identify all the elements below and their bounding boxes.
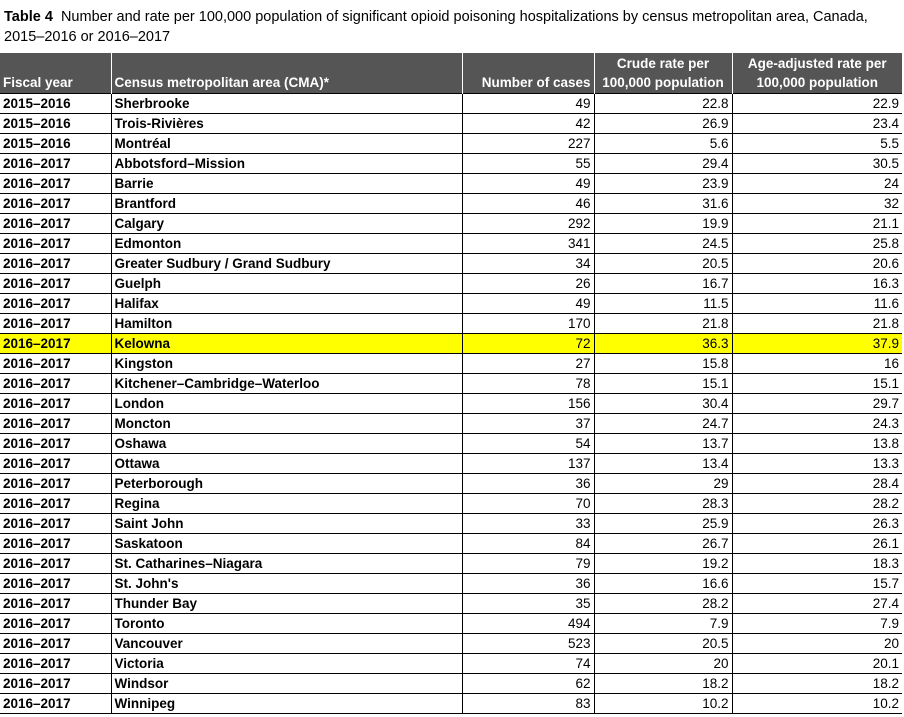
fiscal-year-cell: 2016–2017 xyxy=(0,674,111,694)
age-adjusted-rate-cell: 16.3 xyxy=(732,274,902,294)
table-row xyxy=(0,254,902,274)
fiscal-year-cell: 2016–2017 xyxy=(0,474,111,494)
table-row xyxy=(0,154,902,174)
table-row xyxy=(0,654,902,674)
cma-cell: Trois-Rivières xyxy=(111,114,462,134)
age-adjusted-rate-cell: 23.4 xyxy=(732,114,902,134)
table-row xyxy=(0,494,902,514)
age-adjusted-rate-cell: 28.2 xyxy=(732,494,902,514)
column-header-number-of-cases: Number of cases xyxy=(462,53,594,94)
age-adjusted-rate-cell: 26.1 xyxy=(732,534,902,554)
age-adjusted-rate-cell: 21.8 xyxy=(732,314,902,334)
table-caption xyxy=(4,7,900,47)
crude-rate-cell: 28.3 xyxy=(594,494,732,514)
table-row xyxy=(0,554,902,574)
crude-rate-cell: 10.2 xyxy=(594,694,732,714)
fiscal-year-cell: 2016–2017 xyxy=(0,694,111,714)
fiscal-year-cell: 2016–2017 xyxy=(0,594,111,614)
age-adjusted-rate-cell: 11.6 xyxy=(732,294,902,314)
table-row xyxy=(0,514,902,534)
number-of-cases-cell: 156 xyxy=(462,394,594,414)
number-of-cases-cell: 27 xyxy=(462,354,594,374)
crude-rate-header-line2: 100,000 population xyxy=(602,75,724,90)
crude-rate-cell: 20.5 xyxy=(594,254,732,274)
fiscal-year-cell: 2016–2017 xyxy=(0,394,111,414)
fiscal-year-cell: 2016–2017 xyxy=(0,194,111,214)
cma-cell: Greater Sudbury / Grand Sudbury xyxy=(111,254,462,274)
cma-cell: Hamilton xyxy=(111,314,462,334)
crude-rate-cell: 5.6 xyxy=(594,134,732,154)
column-header-crude-rate xyxy=(594,53,732,94)
number-of-cases-cell: 34 xyxy=(462,254,594,274)
number-of-cases-cell: 523 xyxy=(462,634,594,654)
number-of-cases-cell: 37 xyxy=(462,414,594,434)
crude-rate-cell: 36.3 xyxy=(594,334,732,354)
fiscal-year-cell: 2016–2017 xyxy=(0,574,111,594)
number-of-cases-cell: 74 xyxy=(462,654,594,674)
number-of-cases-cell: 494 xyxy=(462,614,594,634)
cma-cell: Halifax xyxy=(111,294,462,314)
age-adjusted-rate-cell: 18.2 xyxy=(732,674,902,694)
crude-rate-cell: 21.8 xyxy=(594,314,732,334)
age-adjusted-rate-cell: 20.6 xyxy=(732,254,902,274)
cma-cell: Kingston xyxy=(111,354,462,374)
crude-rate-cell: 26.7 xyxy=(594,534,732,554)
column-header-cma: Census metropolitan area (CMA)* xyxy=(111,53,462,94)
cma-cell: Edmonton xyxy=(111,234,462,254)
cma-cell: Saint John xyxy=(111,514,462,534)
cma-cell: Peterborough xyxy=(111,474,462,494)
crude-rate-cell: 28.2 xyxy=(594,594,732,614)
age-adjusted-rate-cell: 13.3 xyxy=(732,454,902,474)
age-adjusted-rate-cell: 24 xyxy=(732,174,902,194)
number-of-cases-cell: 79 xyxy=(462,554,594,574)
cma-cell: Calgary xyxy=(111,214,462,234)
crude-rate-cell: 26.9 xyxy=(594,114,732,134)
fiscal-year-cell: 2016–2017 xyxy=(0,354,111,374)
number-of-cases-cell: 78 xyxy=(462,374,594,394)
age-adjusted-rate-cell: 10.2 xyxy=(732,694,902,714)
fiscal-year-cell: 2016–2017 xyxy=(0,454,111,474)
crude-rate-cell: 13.4 xyxy=(594,454,732,474)
number-of-cases-cell: 36 xyxy=(462,474,594,494)
fiscal-year-cell: 2016–2017 xyxy=(0,554,111,574)
fiscal-year-cell: 2016–2017 xyxy=(0,494,111,514)
crude-rate-cell: 13.7 xyxy=(594,434,732,454)
number-of-cases-cell: 55 xyxy=(462,154,594,174)
fiscal-year-cell: 2016–2017 xyxy=(0,634,111,654)
cma-cell: Abbotsford–Mission xyxy=(111,154,462,174)
cma-cell: Windsor xyxy=(111,674,462,694)
crude-rate-cell: 19.9 xyxy=(594,214,732,234)
cma-cell: Kelowna xyxy=(111,334,462,354)
crude-rate-cell: 22.8 xyxy=(594,94,732,114)
cma-cell: Sherbrooke xyxy=(111,94,462,114)
table-row xyxy=(0,334,902,354)
crude-rate-cell: 19.2 xyxy=(594,554,732,574)
cma-cell: Winnipeg xyxy=(111,694,462,714)
column-header-age-adjusted-rate xyxy=(732,53,902,94)
number-of-cases-cell: 292 xyxy=(462,214,594,234)
table-row xyxy=(0,134,902,154)
cma-cell: Oshawa xyxy=(111,434,462,454)
age-adjusted-rate-cell: 7.9 xyxy=(732,614,902,634)
crude-rate-cell: 24.7 xyxy=(594,414,732,434)
cma-cell: Vancouver xyxy=(111,634,462,654)
table-row xyxy=(0,174,902,194)
table-row xyxy=(0,234,902,254)
age-adjusted-rate-cell: 22.9 xyxy=(732,94,902,114)
fiscal-year-cell: 2016–2017 xyxy=(0,614,111,634)
cma-cell: Kitchener–Cambridge–Waterloo xyxy=(111,374,462,394)
fiscal-year-cell: 2015–2016 xyxy=(0,114,111,134)
age-adjusted-rate-cell: 37.9 xyxy=(732,334,902,354)
number-of-cases-cell: 170 xyxy=(462,314,594,334)
number-of-cases-cell: 35 xyxy=(462,594,594,614)
cma-cell: Victoria xyxy=(111,654,462,674)
crude-rate-cell: 16.6 xyxy=(594,574,732,594)
age-adjusted-rate-cell: 27.4 xyxy=(732,594,902,614)
age-adjusted-rate-cell: 16 xyxy=(732,354,902,374)
table-row xyxy=(0,394,902,414)
column-header-fiscal-year: Fiscal year xyxy=(0,53,111,94)
number-of-cases-cell: 341 xyxy=(462,234,594,254)
age-adjusted-rate-cell: 30.5 xyxy=(732,154,902,174)
crude-rate-cell: 29 xyxy=(594,474,732,494)
number-of-cases-cell: 49 xyxy=(462,174,594,194)
table-body xyxy=(0,94,902,714)
age-adjusted-rate-cell: 32 xyxy=(732,194,902,214)
number-of-cases-cell: 42 xyxy=(462,114,594,134)
age-adjusted-header-line1: Age-adjusted rate per xyxy=(747,56,887,71)
cma-cell: Ottawa xyxy=(111,454,462,474)
fiscal-year-cell: 2016–2017 xyxy=(0,274,111,294)
table-row xyxy=(0,274,902,294)
table-row xyxy=(0,614,902,634)
cma-cell: Regina xyxy=(111,494,462,514)
fiscal-year-cell: 2016–2017 xyxy=(0,294,111,314)
age-adjusted-rate-cell: 29.7 xyxy=(732,394,902,414)
table-row xyxy=(0,94,902,114)
number-of-cases-cell: 26 xyxy=(462,274,594,294)
age-adjusted-rate-cell: 13.8 xyxy=(732,434,902,454)
fiscal-year-cell: 2016–2017 xyxy=(0,654,111,674)
cma-cell: St. Catharines–Niagara xyxy=(111,554,462,574)
table-label: Table 4 xyxy=(4,9,53,25)
crude-rate-cell: 23.9 xyxy=(594,174,732,194)
table-row xyxy=(0,594,902,614)
crude-rate-cell: 20.5 xyxy=(594,634,732,654)
table-row xyxy=(0,574,902,594)
fiscal-year-cell: 2016–2017 xyxy=(0,154,111,174)
age-adjusted-rate-cell: 26.3 xyxy=(732,514,902,534)
cma-cell: Barrie xyxy=(111,174,462,194)
crude-rate-cell: 30.4 xyxy=(594,394,732,414)
table-row xyxy=(0,434,902,454)
crude-rate-cell: 24.5 xyxy=(594,234,732,254)
cma-cell: Guelph xyxy=(111,274,462,294)
number-of-cases-cell: 33 xyxy=(462,514,594,534)
age-adjusted-header-line2: 100,000 population xyxy=(756,75,879,90)
number-of-cases-cell: 83 xyxy=(462,694,594,714)
fiscal-year-cell: 2015–2016 xyxy=(0,94,111,114)
age-adjusted-rate-cell: 20.1 xyxy=(732,654,902,674)
age-adjusted-rate-cell: 25.8 xyxy=(732,234,902,254)
crude-rate-cell: 29.4 xyxy=(594,154,732,174)
fiscal-year-cell: 2016–2017 xyxy=(0,334,111,354)
table-row xyxy=(0,534,902,554)
table-title: Number and rate per 100,000 population of significant opioid poisoning hospitalizations by census metropolitan area, Canada, 2015–2016 or 2016–2017 xyxy=(4,9,868,45)
crude-rate-cell: 11.5 xyxy=(594,294,732,314)
table-row xyxy=(0,294,902,314)
fiscal-year-cell: 2016–2017 xyxy=(0,234,111,254)
number-of-cases-cell: 49 xyxy=(462,94,594,114)
table-row xyxy=(0,634,902,654)
fiscal-year-cell: 2016–2017 xyxy=(0,174,111,194)
cma-cell: Thunder Bay xyxy=(111,594,462,614)
crude-rate-cell: 16.7 xyxy=(594,274,732,294)
fiscal-year-cell: 2016–2017 xyxy=(0,434,111,454)
age-adjusted-rate-cell: 20 xyxy=(732,634,902,654)
cma-cell: Toronto xyxy=(111,614,462,634)
table-row xyxy=(0,474,902,494)
crude-rate-cell: 15.8 xyxy=(594,354,732,374)
age-adjusted-rate-cell: 15.1 xyxy=(732,374,902,394)
crude-rate-cell: 31.6 xyxy=(594,194,732,214)
fiscal-year-cell: 2016–2017 xyxy=(0,414,111,434)
number-of-cases-cell: 84 xyxy=(462,534,594,554)
fiscal-year-cell: 2016–2017 xyxy=(0,314,111,334)
table-row xyxy=(0,314,902,334)
crude-rate-cell: 25.9 xyxy=(594,514,732,534)
age-adjusted-rate-cell: 21.1 xyxy=(732,214,902,234)
table-row xyxy=(0,374,902,394)
cma-cell: Saskatoon xyxy=(111,534,462,554)
age-adjusted-rate-cell: 24.3 xyxy=(732,414,902,434)
table-row xyxy=(0,674,902,694)
table-header-row xyxy=(0,53,902,94)
table-row xyxy=(0,414,902,434)
number-of-cases-cell: 62 xyxy=(462,674,594,694)
age-adjusted-rate-cell: 15.7 xyxy=(732,574,902,594)
fiscal-year-cell: 2016–2017 xyxy=(0,254,111,274)
crude-rate-cell: 18.2 xyxy=(594,674,732,694)
table-row xyxy=(0,354,902,374)
crude-rate-cell: 7.9 xyxy=(594,614,732,634)
crude-rate-header-line1: Crude rate per xyxy=(616,56,710,71)
cma-cell: St. John's xyxy=(111,574,462,594)
fiscal-year-cell: 2016–2017 xyxy=(0,374,111,394)
number-of-cases-cell: 72 xyxy=(462,334,594,354)
age-adjusted-rate-cell: 18.3 xyxy=(732,554,902,574)
crude-rate-cell: 20 xyxy=(594,654,732,674)
crude-rate-cell: 15.1 xyxy=(594,374,732,394)
fiscal-year-cell: 2015–2016 xyxy=(0,134,111,154)
cma-cell: London xyxy=(111,394,462,414)
number-of-cases-cell: 70 xyxy=(462,494,594,514)
table-row xyxy=(0,694,902,714)
age-adjusted-rate-cell: 28.4 xyxy=(732,474,902,494)
cma-cell: Montréal xyxy=(111,134,462,154)
fiscal-year-cell: 2016–2017 xyxy=(0,214,111,234)
number-of-cases-cell: 36 xyxy=(462,574,594,594)
cma-cell: Brantford xyxy=(111,194,462,214)
fiscal-year-cell: 2016–2017 xyxy=(0,514,111,534)
table-row xyxy=(0,454,902,474)
opioid-hospitalizations-table xyxy=(0,53,902,714)
number-of-cases-cell: 49 xyxy=(462,294,594,314)
table-row xyxy=(0,214,902,234)
cma-cell: Moncton xyxy=(111,414,462,434)
age-adjusted-rate-cell: 5.5 xyxy=(732,134,902,154)
table-row xyxy=(0,194,902,214)
table-row xyxy=(0,114,902,134)
number-of-cases-cell: 137 xyxy=(462,454,594,474)
number-of-cases-cell: 54 xyxy=(462,434,594,454)
number-of-cases-cell: 46 xyxy=(462,194,594,214)
number-of-cases-cell: 227 xyxy=(462,134,594,154)
fiscal-year-cell: 2016–2017 xyxy=(0,534,111,554)
